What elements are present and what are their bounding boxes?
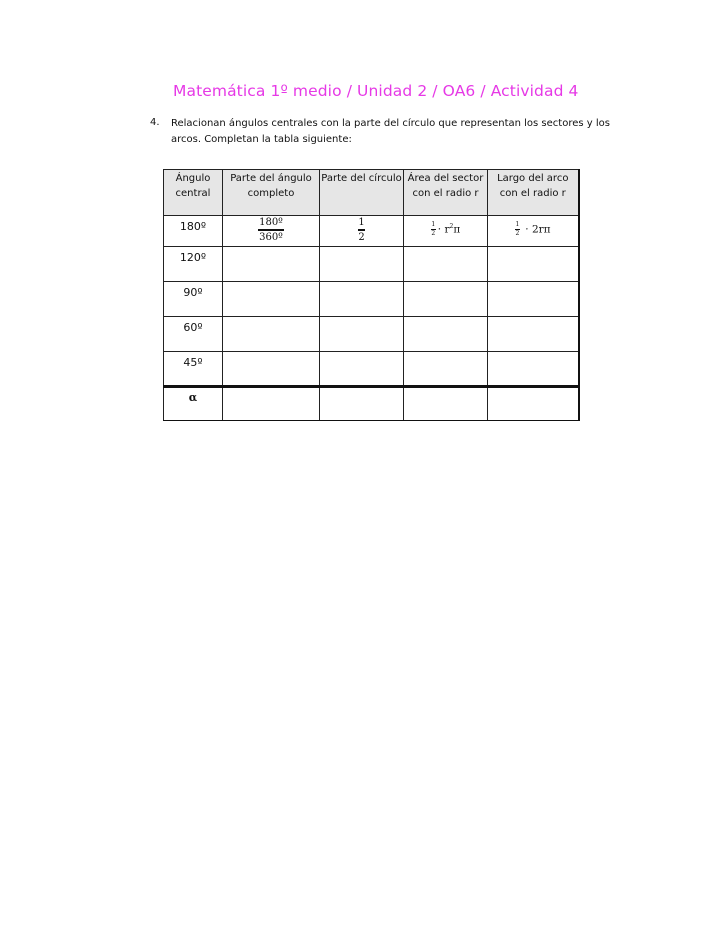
answer-cell[interactable] (320, 247, 404, 282)
answer-cell[interactable] (488, 247, 579, 282)
header-arc-length: Largo del arco con el radio r (488, 170, 579, 216)
angle-value: 120º (179, 251, 207, 264)
answer-cell[interactable] (223, 352, 320, 387)
angle-value: 90º (183, 286, 203, 299)
table-row (164, 387, 579, 421)
header-sector-area: Área del sector con el radio r (404, 170, 488, 216)
answer-cell[interactable] (404, 282, 488, 317)
answer-cell[interactable] (488, 352, 579, 387)
table-row (164, 282, 579, 317)
angle-part-fraction: $\frac{\text{180º}}{\text{360º}}$ (259, 217, 283, 243)
page-title: Matemática 1º medio / Unidad 2 / OA6 / Actividad 4 (173, 82, 579, 100)
angles-table (163, 169, 580, 421)
table-row (164, 317, 579, 352)
answer-cell[interactable] (320, 387, 404, 421)
angle-value: 45º (183, 356, 203, 369)
arc-length-formula: $\frac{1}{2}$ · 2rπ (515, 221, 551, 237)
angle-value: α (188, 391, 198, 404)
answer-cell[interactable] (488, 282, 579, 317)
table-row (164, 216, 579, 247)
header-row (164, 170, 579, 216)
header-circle-part: Parte del círculo (320, 170, 404, 216)
header-angle-part: Parte del ángulo completo (223, 170, 320, 216)
answer-cell[interactable] (404, 317, 488, 352)
circle-part-fraction: $\frac{1}{2}$ (358, 217, 365, 243)
answer-cell[interactable] (223, 317, 320, 352)
answer-cell[interactable] (320, 352, 404, 387)
answer-cell[interactable] (320, 317, 404, 352)
angle-value: 180º (179, 220, 207, 233)
answer-cell[interactable] (223, 247, 320, 282)
answer-cell[interactable] (320, 282, 404, 317)
table-row (164, 352, 579, 387)
header-central-angle: Ángulo central (164, 170, 223, 216)
sector-area-formula: $\frac{1}{2}$ · $r^2\pi$ (431, 221, 461, 237)
instruction-text: Relacionan ángulos centrales con la parte del círculo que representan los sectores y los arcos. Completan la tabla siguiente: (171, 118, 610, 145)
answer-cell[interactable] (223, 387, 320, 421)
angle-value: 60º (183, 321, 203, 334)
answer-cell[interactable] (404, 247, 488, 282)
answer-cell[interactable] (488, 387, 579, 421)
answer-cell[interactable] (404, 387, 488, 421)
item-number: 4. (150, 117, 160, 128)
table-row (164, 247, 579, 282)
answer-cell[interactable] (404, 352, 488, 387)
answer-cell[interactable] (488, 317, 579, 352)
answer-cell[interactable] (223, 282, 320, 317)
